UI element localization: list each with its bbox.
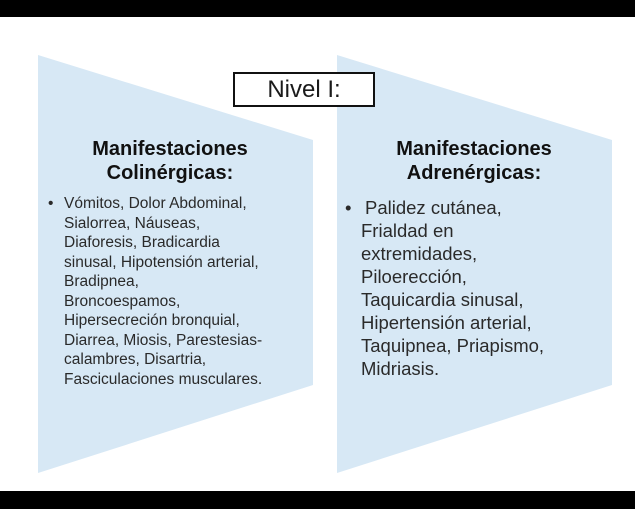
list-line: Taquipnea, Priapismo,	[361, 335, 545, 356]
right-heading-line-1: Manifestaciones	[396, 138, 552, 160]
list-line: Taquicardia sinusal,	[361, 289, 524, 310]
list-line: Broncoespamos,	[64, 292, 181, 310]
left-heading-line-1: Manifestaciones	[92, 138, 248, 160]
list-line: Piloerección,	[361, 266, 467, 287]
list-line: Hipertensión arterial,	[361, 312, 532, 333]
list-line: calambres, Disartria,	[64, 351, 207, 368]
right-heading	[343, 137, 605, 185]
list-line: Fasciculaciones musculares.	[64, 370, 263, 388]
left-heading-line-2: Colinérgicas:	[106, 162, 234, 184]
list-line: Diarrea, Miosis, Parestesias-	[64, 331, 263, 349]
list-line: Midriasis.	[361, 358, 440, 379]
list-line: Palidez cutánea,	[365, 197, 502, 218]
level-title: Nivel I:	[267, 75, 341, 103]
adrenergic-list-item	[345, 196, 605, 380]
left-heading	[40, 137, 300, 185]
list-line: Frialdad en	[361, 220, 454, 241]
bullet-icon: •	[48, 195, 54, 212]
list-line: Bradipnea,	[64, 273, 139, 290]
list-line: Vómitos, Dolor Abdominal,	[64, 195, 247, 212]
cholinergic-list	[48, 194, 318, 389]
right-heading-line-2: Adrenérgicas:	[406, 162, 542, 184]
list-line: extremidades,	[361, 243, 478, 264]
list-line: Diaforesis, Bradicardia	[64, 234, 220, 251]
bullet-icon: •	[345, 197, 352, 218]
cholinergic-list-item	[48, 194, 318, 389]
list-line: Sialorrea, Náuseas,	[64, 214, 201, 232]
adrenergic-list	[345, 196, 605, 380]
level-title-box	[233, 72, 375, 107]
list-line: sinusal, Hipotensión arterial,	[64, 253, 259, 271]
list-line: Hipersecreción bronquial,	[64, 312, 240, 329]
